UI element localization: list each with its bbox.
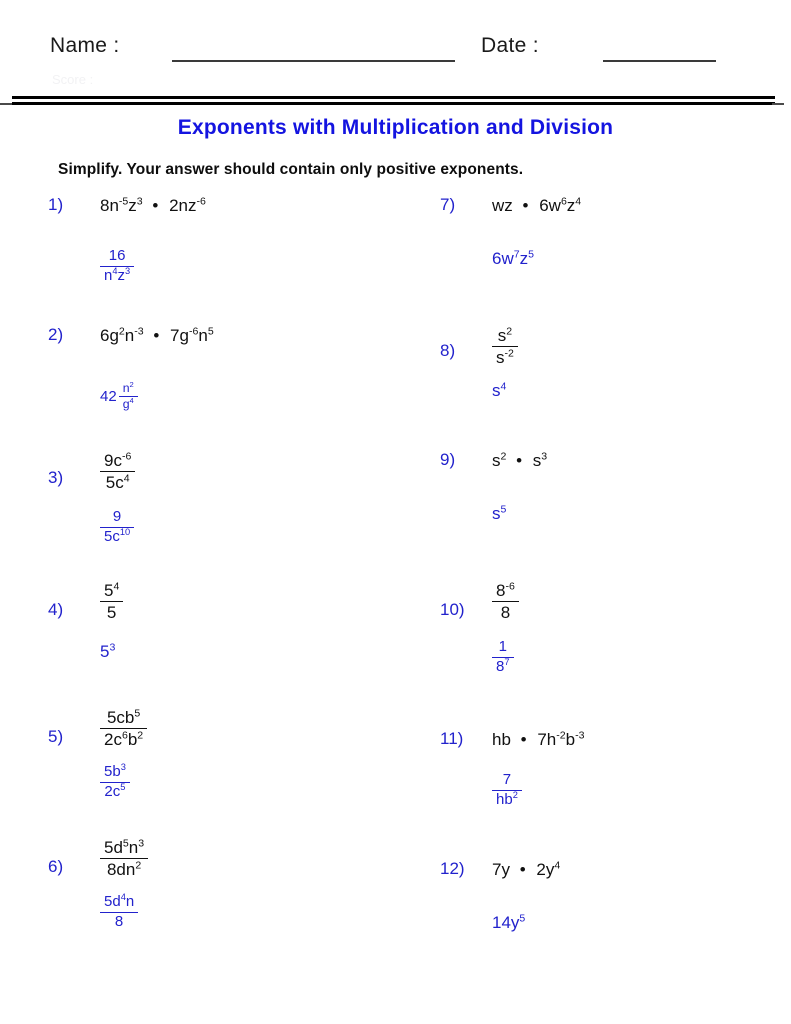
exponent: 2 [129,379,134,389]
fraction [492,325,518,369]
date-label: Date : [481,34,539,57]
term: n [198,325,208,345]
numerator [119,381,138,397]
term: 7h [537,729,557,749]
term: s [492,450,501,470]
exponent: 2 [512,789,518,800]
term: s [492,381,501,400]
divider-tick-right-icon [772,103,784,105]
multiply-dot-icon: • [153,325,160,345]
problem-answer [492,638,514,677]
term: b [565,729,576,749]
divider-bar [12,96,775,105]
term: n [104,266,113,284]
term: g [122,397,130,412]
instruction-text: Simplify. Your answer should contain only positive exponents. [58,161,524,178]
problem-number: 2) [48,325,64,344]
term: 5d [104,838,123,857]
fraction [100,247,134,286]
denominator: 8 [114,912,124,930]
problem-answer [100,508,134,547]
numerator: 9 [100,508,134,528]
term: s [532,450,542,470]
term: 5d [104,893,121,910]
exponent: 4 [120,892,126,902]
problem-number: 3) [48,468,64,487]
exponent: 4 [112,265,118,276]
term: 2nz [169,195,197,215]
denominator [492,658,514,677]
exponent: 7 [513,248,520,261]
problem-expression [100,195,206,216]
term: z [128,195,137,215]
exponent: 3 [125,265,131,276]
exponent: 5 [120,781,126,792]
denominator: 8 [500,603,511,623]
exponent: 5 [122,837,129,850]
problem-number: 5) [48,727,64,746]
denominator [100,267,134,286]
exponent: -6 [188,324,199,337]
term: 5b [104,763,121,780]
term: s [496,348,505,368]
numerator [100,450,135,472]
exponent: 3 [120,762,126,772]
exponent: 5 [528,248,534,261]
problem-expression [100,450,135,494]
problem-number: 1) [48,195,64,214]
exponent: 2 [506,325,513,338]
term: 5c [104,527,120,545]
term: n [128,838,139,857]
problem-answer [492,771,522,810]
problem-answer [100,893,138,932]
exponent: 10 [119,526,131,537]
term: 5c [105,473,124,493]
term: 9c [104,451,122,470]
numerator [100,707,147,729]
numerator: 16 [100,247,134,267]
term: s [492,504,501,523]
numerator [492,580,519,602]
term: 5 [104,581,114,600]
denominator: 5 [106,603,117,623]
exponent: 3 [138,837,145,850]
problem-expression [492,195,581,216]
problem-expression [100,580,123,624]
header-divider [0,96,791,110]
denominator [100,472,135,493]
problem-expression [492,729,584,750]
exponent: 4 [554,858,561,871]
term: 14y [492,913,520,932]
problem-expression [492,450,547,471]
numerator [100,763,130,783]
problem-expression [492,580,519,624]
exponent: -3 [575,728,585,741]
term: 8dn [106,860,136,880]
problem-answer [100,763,130,802]
problem-answer [492,504,506,524]
term: z [566,195,576,215]
name-label: Name : [50,34,120,57]
problem-number: 12) [440,859,465,878]
divider-tick-left-icon [0,103,12,105]
term: 8 [496,657,505,675]
term: 5 [100,642,110,661]
multiply-dot-icon: • [522,195,529,215]
name-input-line[interactable] [172,60,455,62]
denominator [100,859,148,880]
exponent: -6 [196,194,206,207]
term: 6w [539,195,561,215]
problem-expression [100,837,148,881]
term: 7y [492,859,510,879]
denominator [100,528,134,547]
exponent: 6 [121,729,128,742]
exponent: -6 [505,580,515,593]
exponent: -6 [121,450,132,463]
fraction [119,381,138,413]
term: 2y [536,859,555,879]
fraction [100,893,138,932]
fraction [492,638,514,677]
exponent: -3 [134,324,144,337]
fraction [100,450,135,494]
exponent: 4 [500,380,507,393]
exponent: 2 [135,859,142,872]
exponent: 5 [519,912,526,925]
term: 6w [492,249,514,268]
exponent: 6 [560,194,567,207]
problem-expression [100,707,147,751]
exponent: 2 [118,324,125,337]
numerator [100,893,138,913]
fraction [100,837,148,881]
problem-number: 9) [440,450,456,469]
exponent: 2 [500,449,507,462]
denominator [100,783,130,802]
term: hb [492,729,511,749]
term: 2c [104,782,121,800]
exponent: -2 [504,347,514,360]
problem-number: 8) [440,341,456,360]
multiply-dot-icon: • [520,729,527,749]
header-row [0,34,791,68]
fraction [100,707,147,751]
multiply-dot-icon: • [152,195,159,215]
exponent: 4 [129,396,134,406]
exponent: 4 [123,472,130,485]
exponent: 5 [207,324,214,337]
exponent: 4 [113,580,120,593]
multiply-dot-icon: • [516,450,523,470]
term: 7g [170,325,189,345]
problem-answer [492,249,534,269]
problem-answer [100,247,134,286]
problem-expression [100,325,214,346]
fraction [492,580,519,624]
problem-number: 10) [440,600,465,619]
exponent: 3 [136,194,143,207]
multiply-dot-icon: • [519,859,526,879]
exponent: 5 [134,707,141,720]
term: b [127,730,138,750]
term: s [497,326,507,345]
coefficient: 42 [100,388,117,406]
numerator [100,837,148,859]
fraction [100,508,134,547]
term: 8 [496,581,506,600]
numerator [100,580,123,602]
problem-expression [492,325,518,369]
problem-number: 11) [440,729,464,748]
term: z [519,249,529,268]
term: 5cb [106,708,135,727]
exponent: 3 [109,641,116,654]
term: z [117,266,126,284]
term: n [125,893,135,910]
term: hb [496,790,513,808]
problem-expression [492,859,560,880]
numerator: 1 [492,638,514,658]
problem-number: 6) [48,857,64,876]
problem-number: 4) [48,600,64,619]
scan-artifact-text: Score : [52,72,94,87]
exponent: 2 [137,729,144,742]
term: wz [492,195,513,215]
exponent: 5 [500,503,507,516]
exponent: 4 [575,194,582,207]
problem-answer [100,381,138,413]
term: 2c [104,730,122,750]
denominator [492,347,518,368]
problem-answer [492,913,525,933]
exponent: 7 [504,656,510,667]
denominator [492,791,522,810]
term: 6g [100,325,119,345]
numerator [492,325,518,347]
numerator: 7 [492,771,522,791]
exponent: 3 [541,449,548,462]
exponent: -2 [556,728,566,741]
problem-number: 7) [440,195,456,214]
fraction [100,580,123,624]
fraction [492,771,522,810]
term: n [122,381,130,395]
exponent: -5 [118,194,129,207]
problem-answer [492,381,506,401]
denominator [119,397,138,412]
problem-answer [100,642,115,662]
denominator [100,729,147,750]
fraction [100,763,130,802]
date-input-line[interactable] [603,60,716,62]
term: 8n [100,195,119,215]
page-title: Exponents with Multiplication and Division [177,116,614,139]
term: n [124,325,135,345]
